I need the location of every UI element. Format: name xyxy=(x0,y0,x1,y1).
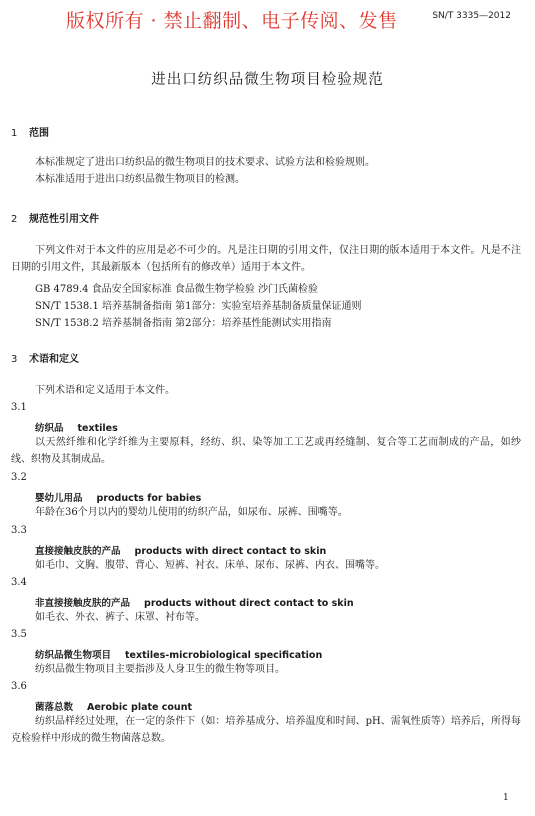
term-en: products with direct contact to skin xyxy=(134,546,327,557)
section-number: 1 xyxy=(11,128,18,139)
term-heading xyxy=(35,595,521,609)
term-zh: 婴幼儿用品 xyxy=(35,493,83,504)
term-definition: 以天然纤维和化学纤维为主要原料，经纺、织、染等加工工艺或再经缝制、复合等工艺而制成的产品，如纱线、织物及其制成品。 xyxy=(11,437,521,465)
term-number: 3.2 xyxy=(11,472,27,483)
section-1-heading xyxy=(11,124,521,139)
term-number: 3.3 xyxy=(11,525,27,536)
standard-number: SN/T 3335—2012 xyxy=(432,11,511,21)
term-definition: 年龄在36个月以内的婴幼儿使用的纺织产品，如尿布、尿裤、围嘴等。 xyxy=(35,507,348,518)
term-heading xyxy=(35,543,521,557)
reference-item: SN/T 1538.1 培养基制备指南 第1部分：实验室培养基制备质量保证通则 xyxy=(35,301,362,312)
copyright-watermark: 版权所有 · 禁止翻制、电子传阅、发售 xyxy=(66,10,398,32)
section-3-heading xyxy=(11,350,521,365)
term-zh: 非直接接触皮肤的产品 xyxy=(35,598,131,609)
reference-item: GB 4789.4 食品安全国家标准 食品微生物学检验 沙门氏菌检验 xyxy=(35,284,319,295)
term-zh: 直接接触皮肤的产品 xyxy=(35,546,121,557)
term-definition: 如毛巾、文胸、腹带、背心、短裤、衬衣、床单、尿布、尿裤、内衣、围嘴等。 xyxy=(35,560,385,571)
scope-paragraph: 本标准适用于进出口纺织品微生物项目的检测。 xyxy=(35,174,245,185)
section-2-heading xyxy=(11,210,521,225)
page-number: 1 xyxy=(503,793,509,803)
term-number: 3.1 xyxy=(11,402,27,413)
term-en: products without direct contact to skin xyxy=(144,598,354,609)
term-heading xyxy=(35,647,521,661)
term-number: 3.5 xyxy=(11,629,27,640)
section-number: 3 xyxy=(11,354,18,365)
term-heading xyxy=(35,699,521,713)
references-intro: 下列文件对于本文件的应用是必不可少的。凡是注日期的引用文件，仅注日期的版本适用于本文件。凡是不注日期的引用文件，其最新版本（包括所有的修改单）适用于本文件。 xyxy=(11,245,521,273)
term-en: products for babies xyxy=(96,493,202,504)
term-definition: 纺织品微生物项目主要指涉及人身卫生的微生物等项目。 xyxy=(35,664,285,675)
section-title: 术语和定义 xyxy=(29,354,79,365)
term-definition: 如毛衣、外衣、裤子、床罩、衬布等。 xyxy=(35,612,205,623)
terms-intro: 下列术语和定义适用于本文件。 xyxy=(35,385,175,396)
term-en: textiles xyxy=(77,423,118,434)
term-en: Aerobic plate count xyxy=(87,702,193,713)
section-title: 规范性引用文件 xyxy=(29,214,99,225)
term-number: 3.6 xyxy=(11,681,27,692)
term-en: textiles-microbiological specification xyxy=(125,650,323,661)
term-number: 3.4 xyxy=(11,577,27,588)
section-title: 范围 xyxy=(29,128,49,139)
document-title: 进出口纺织品微生物项目检验规范 xyxy=(151,72,384,88)
term-definition: 纺织品样经过处理，在一定的条件下（如：培养基成分、培养温度和时间、pH、需氧性质等）培养后，所得每克检验样中形成的微生物菌落总数。 xyxy=(11,716,521,744)
term-zh: 纺织品 xyxy=(35,423,64,434)
term-heading xyxy=(35,420,521,434)
reference-item: SN/T 1538.2 培养基制备指南 第2部分：培养基性能测试实用指南 xyxy=(35,318,332,329)
term-heading xyxy=(35,490,521,504)
scope-paragraph: 本标准规定了进出口纺织品的微生物项目的技术要求、试验方法和检验规则。 xyxy=(35,157,375,168)
section-number: 2 xyxy=(11,214,18,225)
term-zh: 纺织品微生物项目 xyxy=(35,650,112,661)
term-zh: 菌落总数 xyxy=(35,702,74,713)
